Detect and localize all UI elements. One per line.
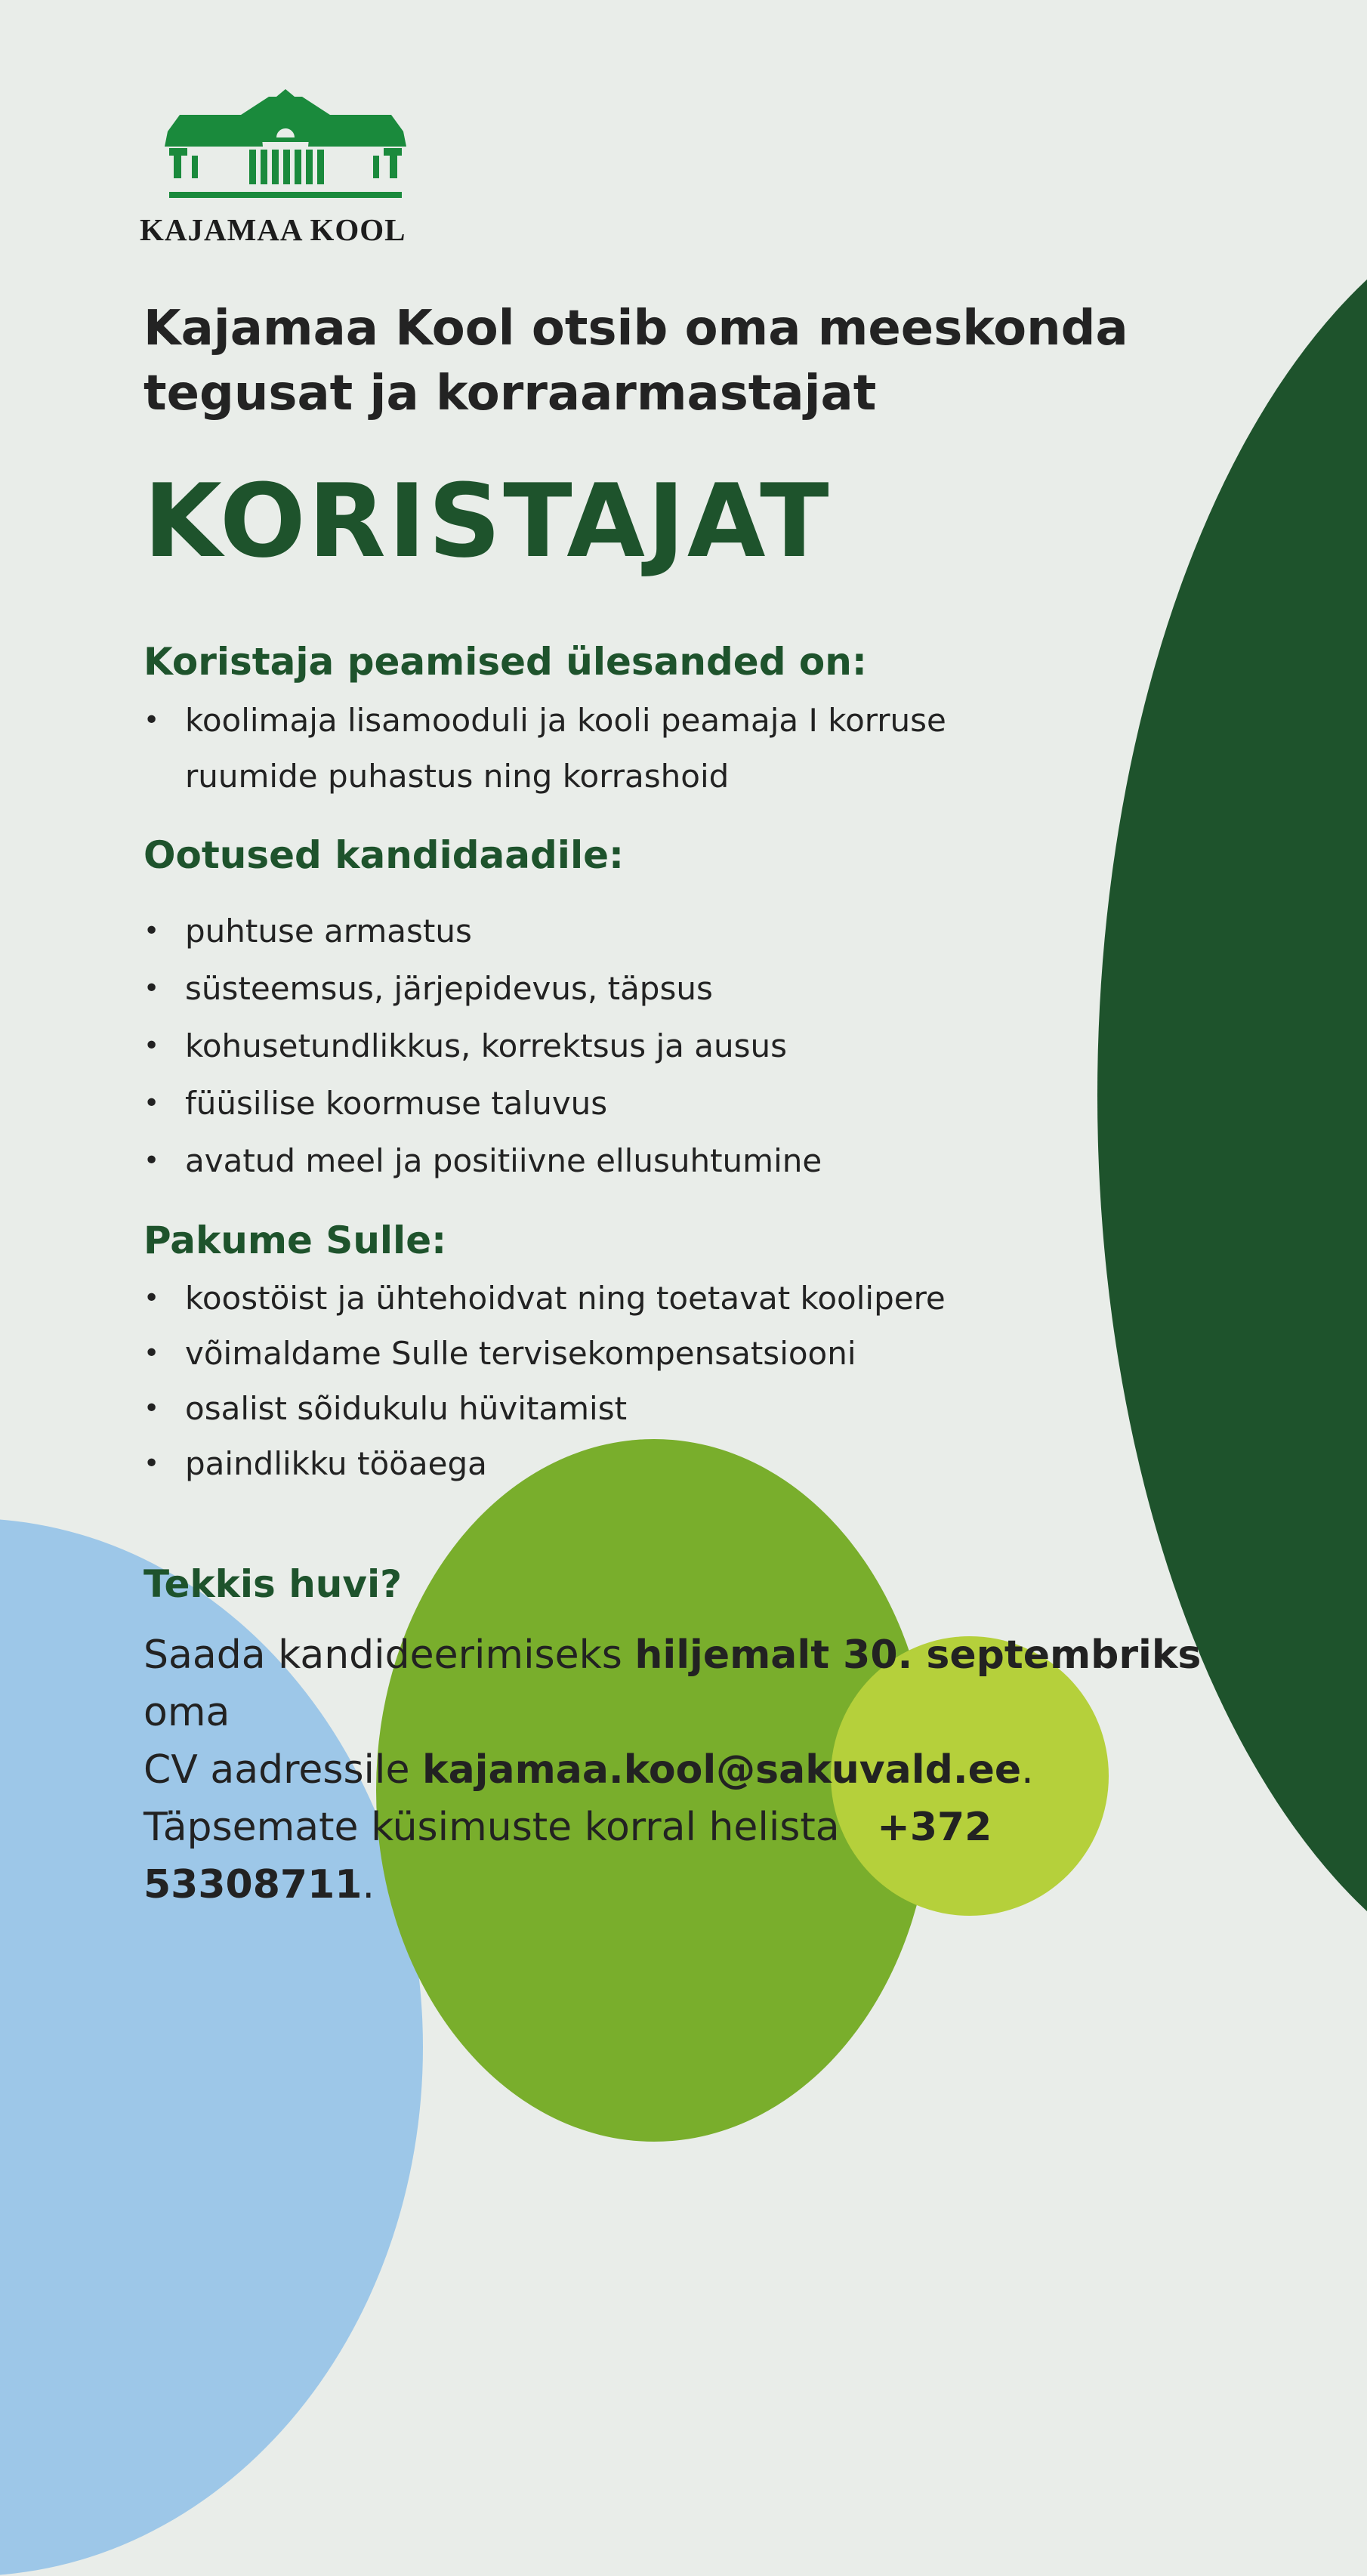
list-item: • avatud meel ja positiivne ellusuhtumine bbox=[143, 1132, 1012, 1190]
contact-text-part: Saada kandideerimiseks bbox=[143, 1632, 635, 1678]
school-name: KAJAMAA KOOL bbox=[140, 212, 406, 247]
school-building-icon bbox=[165, 89, 406, 204]
list-item: • puhtuse armastus bbox=[143, 903, 1012, 960]
offer-heading: Pakume Sulle: bbox=[143, 1219, 447, 1262]
contact-text-part: CV aadressile bbox=[143, 1747, 422, 1793]
list-item: • süsteemsus, järjepidevus, täpsus bbox=[143, 960, 1012, 1018]
contact-text-part: . bbox=[1021, 1747, 1034, 1793]
contact-text-part: oma bbox=[143, 1690, 230, 1735]
expectations-list bbox=[143, 903, 1012, 1190]
contact-text bbox=[143, 1626, 1216, 1913]
list-item: • koostöist ja ühtehoidvat ning toetavat koolipere bbox=[143, 1271, 1012, 1326]
list-item: • võimaldame Sulle tervisekompensatsiooni bbox=[143, 1326, 1012, 1381]
list-item: • osalist sõidukulu hüvitamist bbox=[143, 1381, 1012, 1436]
expectations-heading: Ootused kandidaadile: bbox=[143, 833, 624, 877]
contact-text-part: . bbox=[362, 1862, 375, 1907]
list-item: • füüsilise koormuse taluvus bbox=[143, 1075, 1012, 1132]
offer-list bbox=[143, 1271, 1012, 1491]
contact-text-part: Täpsemate küsimuste korral helista bbox=[143, 1805, 840, 1850]
position-title: KORISTAJAT bbox=[143, 462, 832, 580]
list-item: • kohusetundlikkus, korrektsus ja ausus bbox=[143, 1018, 1012, 1075]
deadline: hiljemalt 30. septembriks bbox=[634, 1632, 1202, 1678]
intro-line-1: Kajamaa Kool otsib oma meeskonda bbox=[143, 301, 1128, 357]
school-logo bbox=[140, 89, 438, 248]
duties-list bbox=[143, 693, 959, 805]
list-item: • koolimaja lisamooduli ja kooli peamaja I korruse ruumide puhastus ning korrashoid bbox=[143, 693, 959, 805]
list-item: • paindlikku tööaega bbox=[143, 1436, 1012, 1491]
intro-line-2: tegusat ja korraarmastajat bbox=[143, 366, 877, 422]
phone-number[interactable]: +372 53308711 bbox=[143, 1805, 992, 1907]
email-address[interactable]: kajamaa.kool@sakuvald.ee bbox=[421, 1747, 1022, 1793]
intro-heading bbox=[143, 296, 1163, 426]
duties-heading: Koristaja peamised ülesanded on: bbox=[143, 640, 867, 684]
contact-heading: Tekkis huvi? bbox=[143, 1562, 403, 1606]
